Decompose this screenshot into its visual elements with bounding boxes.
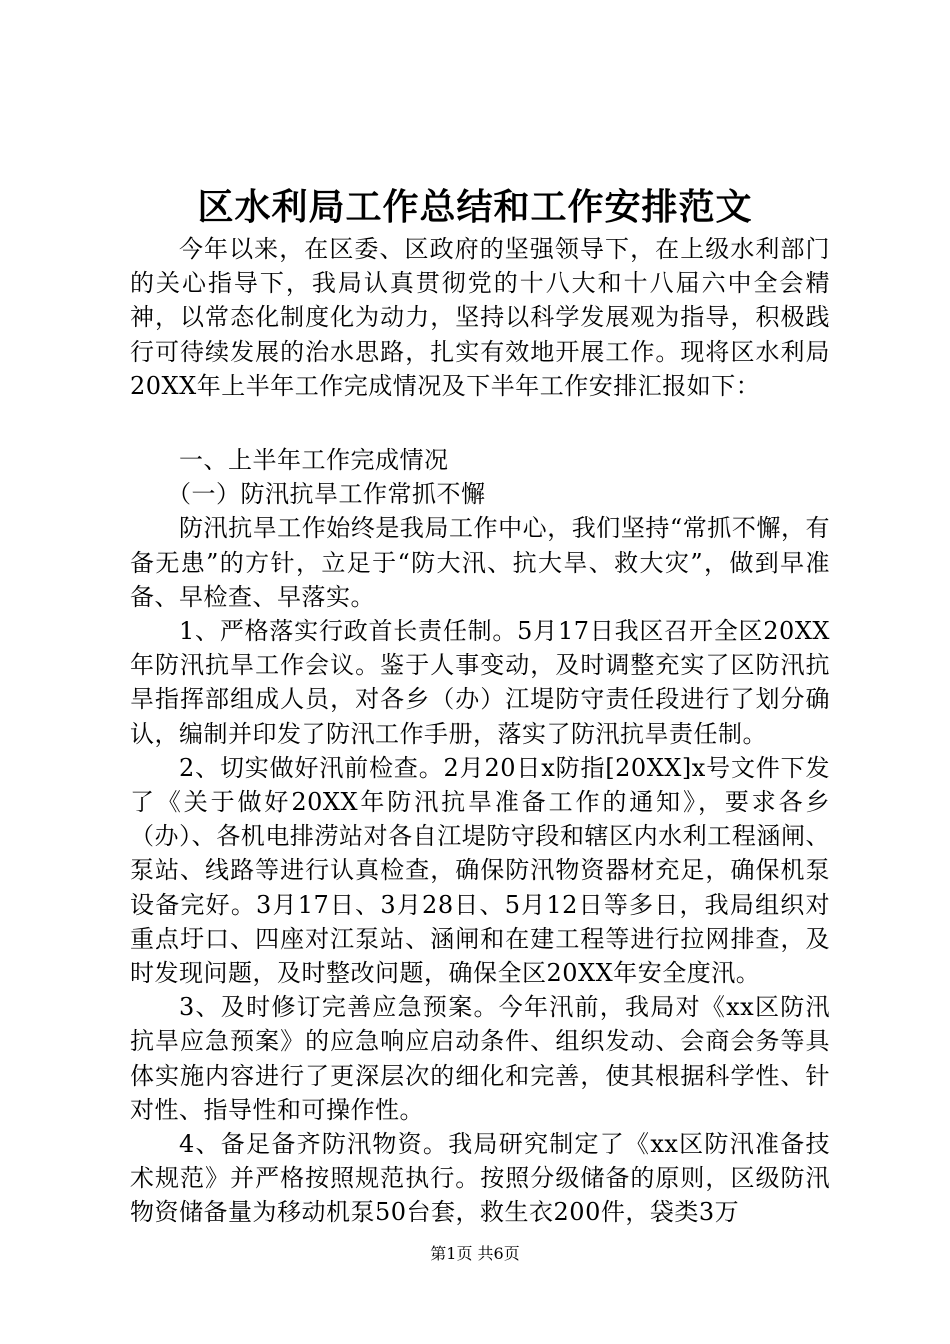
document-title: 区水利局工作总结和工作安排范文 [197,186,753,228]
item-1-paragraph: 1、严格落实行政首长责任制。5月17日我区召开全区20XX年防汛抗旱工作会议。鉴于人事变动，及时调整充实了区防汛抗旱指挥部组成人员，对各乡（办）江堤防守责任段进行了划分确认，编制并印发了防汛工作手册，落实了防汛抗旱责任制。 [130,617,830,748]
document-body [130,232,830,1230]
subsection-heading-1: （一）防汛抗旱工作常抓不懈 [167,480,486,509]
flood-work-paragraph: 防汛抗旱工作始终是我局工作中心，我们坚持“常抓不懈，有备无患”的方针，立足于“防大汛、抗大旱、救大灾”，做到早准备、早检查、早落实。 [130,514,830,611]
item-4-paragraph: 4、备足备齐防汛物资。我局研究制定了《xx区防汛准备技术规范》并严格按照规范执行。按照分级储备的原则，区级防汛物资储备量为移动机泵50台套，救生衣200件，袋类3万 [130,1130,830,1227]
item-3-paragraph: 3、及时修订完善应急预案。今年汛前，我局对《xx区防汛抗旱应急预案》的应急响应启动条件、组织发动、会商会务等具体实施内容进行了更深层次的细化和完善，使其根据科学性、针对性、指导性和可操作性。 [130,993,830,1124]
item-2-paragraph: 2、切实做好汛前检查。2月20日x防指[20XX]x号文件下发了《关于做好20XX年防汛抗旱准备工作的通知》，要求各乡（办）、各机电排涝站对各自江堤防守段和辖区内水利工程涵闸、泵站、线路等进行认真检查，确保防汛物资器材充足，确保机泵设备完好。3月17日、3月28日、5月12日等多日，我局组织对重点圩口、四座对江泵站、涵闸和在建工程等进行拉网排查，及时发现问题，及时整改问题，确保全区20XX年安全度汛。 [130,753,830,988]
intro-paragraph: 今年以来，在区委、区政府的坚强领导下，在上级水利部门的关心指导下，我局认真贯彻党的十八大和十八届六中全会精神，以常态化制度化为动力，坚持以科学发展观为指导，积极践行可待续发展的治水思路，扎实有效地开展工作。现将区水利局20XX年上半年工作完成情况及下半年工作安排汇报如下： [130,235,830,400]
page-footer: 第1页 共6页 [430,1244,520,1263]
section-heading-1: 一、上半年工作完成情况 [179,446,449,475]
